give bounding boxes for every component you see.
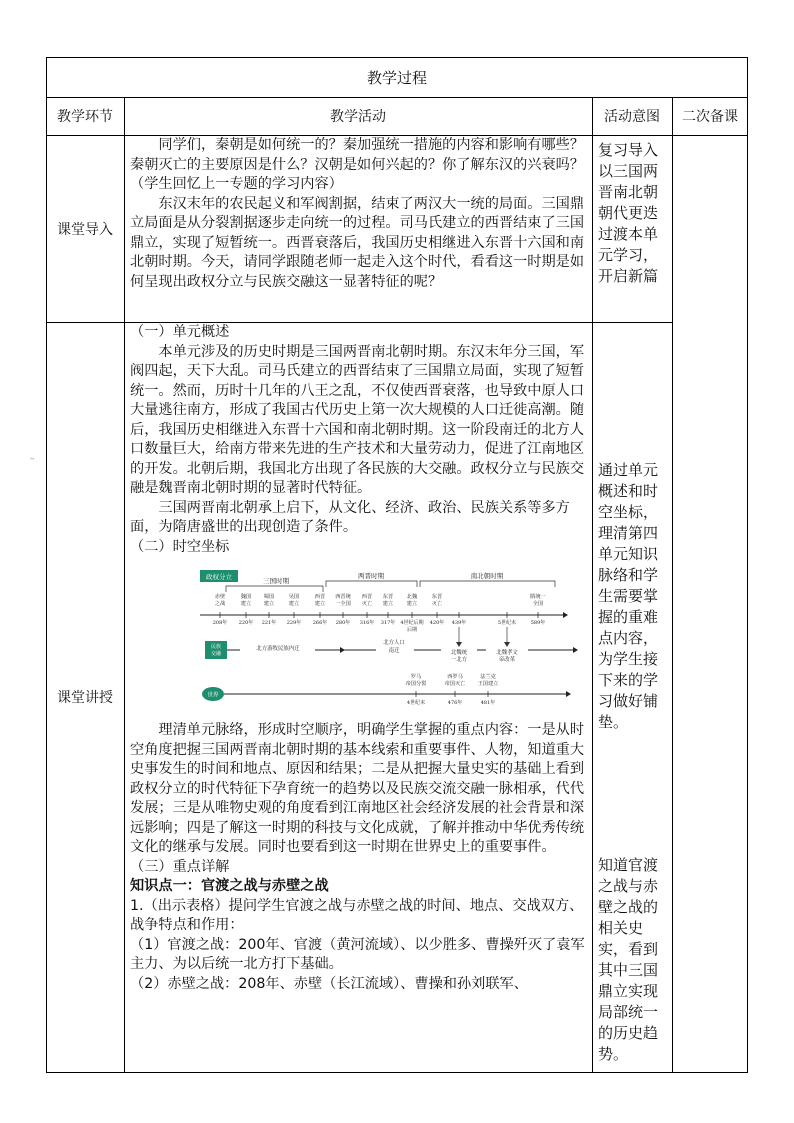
section-1-paragraph: 三国两晋南北朝承上启下，从文化、经济、政治、民族关系等多方面，为隋唐盛世的出现创造了条件。 — [130, 499, 570, 535]
event-label: 东晋 — [382, 594, 394, 600]
section-1-paragraph: 本单元涉及的历史时期是三国两晋南北朝时期。东汉末年分三国，军阀四起，天下大乱。司马氏建立的西晋结束了三国鼎立局面，实现了短暂统一。然而，历时十几年的八王之乱，不仅使西晋衰落，也导致中原人口大量逃往南方，形成了我国古代历史上第一次大规模的人口迁徙高潮。随后，我国历史相继进入东晋十六国和南北朝时期。这一阶段南迁的北方人口数量巨大，给南方带来先进的生产技术和大量劳动力，促进了江南地区的开发。北朝后期，我国北方出现了各民族的大交融。政权分立与民族交融是魏晋南北朝时期的显著时代特征。 — [130, 343, 585, 496]
table-border-bottom — [46, 1072, 748, 1073]
event-marker — [313, 592, 328, 626]
event-label: 魏国 — [240, 594, 252, 600]
event-label: 之战 — [214, 601, 226, 607]
event-label: 建立 — [240, 601, 252, 607]
world-event — [406, 672, 428, 706]
stage-lecture: 课堂讲授 — [57, 690, 113, 706]
period-bracket-north-south — [420, 581, 555, 587]
ethnic-item: 北方游牧民族内迁 — [256, 646, 300, 652]
event-marker — [400, 592, 423, 626]
knowledge-point-1-line: （2）赤壁之战：208年、赤壁（长江流域）、曹操和孙刘联军、 — [130, 975, 528, 992]
period-three-kingdoms: 三国时期 — [263, 577, 289, 585]
ethnic-item: 帝改革 — [498, 657, 516, 663]
event-marker — [287, 592, 302, 626]
event-label: 灭亡 — [431, 601, 443, 607]
intro-activity — [130, 136, 588, 322]
event-label: 隋统一 — [530, 594, 546, 600]
event-year: 439年 — [451, 620, 467, 626]
event-marker — [381, 592, 396, 626]
event-year: 266年 — [312, 620, 328, 626]
event-label: 蜀国 — [263, 594, 275, 600]
section-1-title: （一）单元概述 — [130, 324, 230, 340]
world-axis-arrow — [566, 691, 571, 697]
event-marker — [530, 592, 546, 626]
ethnic-item: 北魏孝文 — [496, 650, 518, 656]
intro-paragraph-1: 同学们，秦朝是如何统一的？秦加强统一措施的内容和影响有哪些？秦朝灭亡的主要原因是什么？汉朝是如何兴起的？你了解东汉的兴衰吗？（学生回忆上一专题的学习内容） — [130, 137, 585, 192]
section-3-title: （三）重点详解 — [130, 858, 230, 875]
event-marker — [360, 592, 375, 626]
event-label: 灭亡 — [361, 601, 373, 607]
ethnic-item: 一北方 — [450, 657, 468, 663]
event-year: 280年 — [335, 620, 351, 626]
event-marker — [213, 592, 228, 626]
intro-intent: 复习导入以三国两晋南北朝朝代更迭过渡本单元学习，开启新篇 — [598, 141, 659, 285]
world-event-label: 西罗马 — [447, 674, 463, 680]
event-year: 4世纪后期 — [400, 620, 424, 626]
world-event-year: 476年 — [447, 700, 463, 706]
knowledge-point-1-title: 知识点一：官渡之战与赤壁之战 — [130, 878, 329, 894]
event-marker — [239, 592, 254, 626]
event-year: 316年 — [359, 620, 375, 626]
event-marker — [430, 592, 445, 626]
world-event-year: 481年 — [480, 700, 496, 706]
world-event-label: 法兰克 — [480, 674, 496, 680]
event-marker — [452, 612, 467, 626]
svg-text:民族: 民族 — [210, 644, 222, 650]
event-marker — [335, 592, 351, 626]
knowledge-point-1-line: （1）官渡之战：200年、官渡（黄河流域）、以少胜多、曹操歼灭了袁军主力、为以后统一北方打下基础。 — [130, 936, 585, 972]
header-activity: 教学活动 — [330, 109, 386, 125]
ethnic-item: 南迁 — [388, 648, 400, 654]
connector-arrow — [456, 642, 462, 647]
table-col-rule — [672, 97, 673, 1073]
knowledge-point-1-line: 1.（出示表格）提问学生官渡之战与赤壁之战的时间、地点、交战双方、战争特点和作用： — [130, 897, 584, 933]
header-stage: 教学环节 — [57, 109, 113, 125]
section-2-paragraph: 理清单元脉络，形成时空顺序，明确学生掌握的重点内容：一是从时空角度把握三国两晋南北朝时期的基本线索和重要事件、人物，知道重大史事发生的时间和地点、原因和结果；二是从把握大量史实的基础上看到政权分立的时代特征下孕育统一的趋势以及民族交流交融一脉相承，代代发展；三是从唯物史观的角度看到江南地区社会经济发展的社会背景和深远影响；四是了解这一时期的科技与文化成就，了解并推动中华优秀传统文化的继承与发展。同时也要看到这一时期在世界史上的重要事件。 — [130, 722, 585, 855]
period-bracket-three-kingdoms — [226, 586, 323, 592]
section-2-title: （二）时空坐标 — [130, 538, 230, 555]
event-label: 北魏 — [406, 594, 418, 600]
event-year: 589年 — [530, 620, 546, 626]
timeline-axis-arrow — [563, 612, 568, 618]
event-label: 建立 — [406, 601, 418, 607]
event-label: 吴国 — [288, 594, 300, 600]
event-label: 西晋 — [361, 594, 373, 600]
event-label: 西晋 — [314, 594, 326, 600]
event-year: 5世纪末 — [497, 620, 517, 626]
event-year: 420年 — [429, 620, 445, 626]
event-label: 全国 — [532, 601, 544, 607]
world-event — [445, 672, 467, 706]
period-jin: 两晋时期 — [358, 572, 384, 580]
event-label: 赤壁 — [214, 594, 226, 600]
lecture-intent-overview: 通过单元概述和时空坐标，理清第四单元知识脉络和学生需要掌握的重难点内容，为学生接下来的学习做好铺垫。 — [598, 461, 659, 731]
event-label: 东晋 — [431, 594, 443, 600]
period-bracket-jin — [326, 581, 417, 587]
table-border-right — [747, 57, 748, 1073]
event-year: 208年 — [212, 620, 228, 626]
world-tag-label: 世界 — [207, 692, 219, 699]
world-event-label: 罗马 — [410, 674, 422, 680]
event-label: 建立 — [382, 601, 394, 607]
svg-text:后期: 后期 — [406, 627, 418, 633]
ethnic-axis-arrow — [573, 647, 578, 653]
ethnic-item: 北方人口 — [383, 640, 405, 646]
world-event-year: 4世纪末 — [406, 700, 426, 706]
intro-paragraph-2: 东汉末年的农民起义和军阀割据，结束了两汉大一统的局面。三国鼎立局面是从分裂割据逐步走向统一的过程。司马氏建立的西晋结束了三国鼎立，实现了短暂统一。西晋衰落后，我国历史相继进入东晋十六国和南北朝时期。今天，请同学跟随老师一起走入这个时代，看看这一时期是如何呈现出政权分立与民族交融这一显著特征的呢？ — [130, 195, 585, 290]
ethnic-arrow-head — [340, 647, 345, 653]
event-label: 一全国 — [335, 601, 351, 607]
event-marker — [262, 592, 277, 626]
event-marker — [498, 612, 516, 626]
svg-text:交融: 交融 — [210, 651, 222, 657]
lecture-intent-battles: 知道官渡之战与赤壁之战的相关史实，看到其中三国鼎立实现局部统一的历史趋势。 — [598, 856, 659, 1063]
event-label: 建立 — [263, 601, 275, 607]
table-col-rule — [124, 97, 125, 1073]
politics-tag-label: 政权分立 — [206, 573, 232, 581]
table-title: 教学过程 — [366, 68, 427, 87]
header-intent: 活动意图 — [604, 109, 660, 125]
event-year: 317年 — [380, 620, 396, 626]
world-event-label: 帝国灭亡 — [444, 681, 466, 687]
event-year: 221年 — [261, 620, 277, 626]
ethnic-item: 北魏统 — [450, 650, 468, 656]
world-event-label: 帝国分裂 — [405, 681, 427, 687]
ethnic-tag-label: 民族交融 — [30, 459, 34, 460]
event-year: 220年 — [238, 620, 254, 626]
event-label: 西晋统 — [335, 594, 351, 600]
teaching-process-table — [30, 57, 748, 1073]
period-north-south: 南北朝时期 — [470, 572, 504, 580]
connector-arrow — [504, 642, 510, 647]
event-year: 229年 — [286, 620, 302, 626]
event-label: 建立 — [314, 601, 326, 607]
world-event-label: 王国建立 — [477, 681, 499, 687]
stage-intro: 课堂导入 — [57, 221, 113, 238]
event-label: 建立 — [288, 601, 300, 607]
header-revision: 二次备课 — [682, 109, 738, 125]
world-event — [478, 672, 499, 706]
